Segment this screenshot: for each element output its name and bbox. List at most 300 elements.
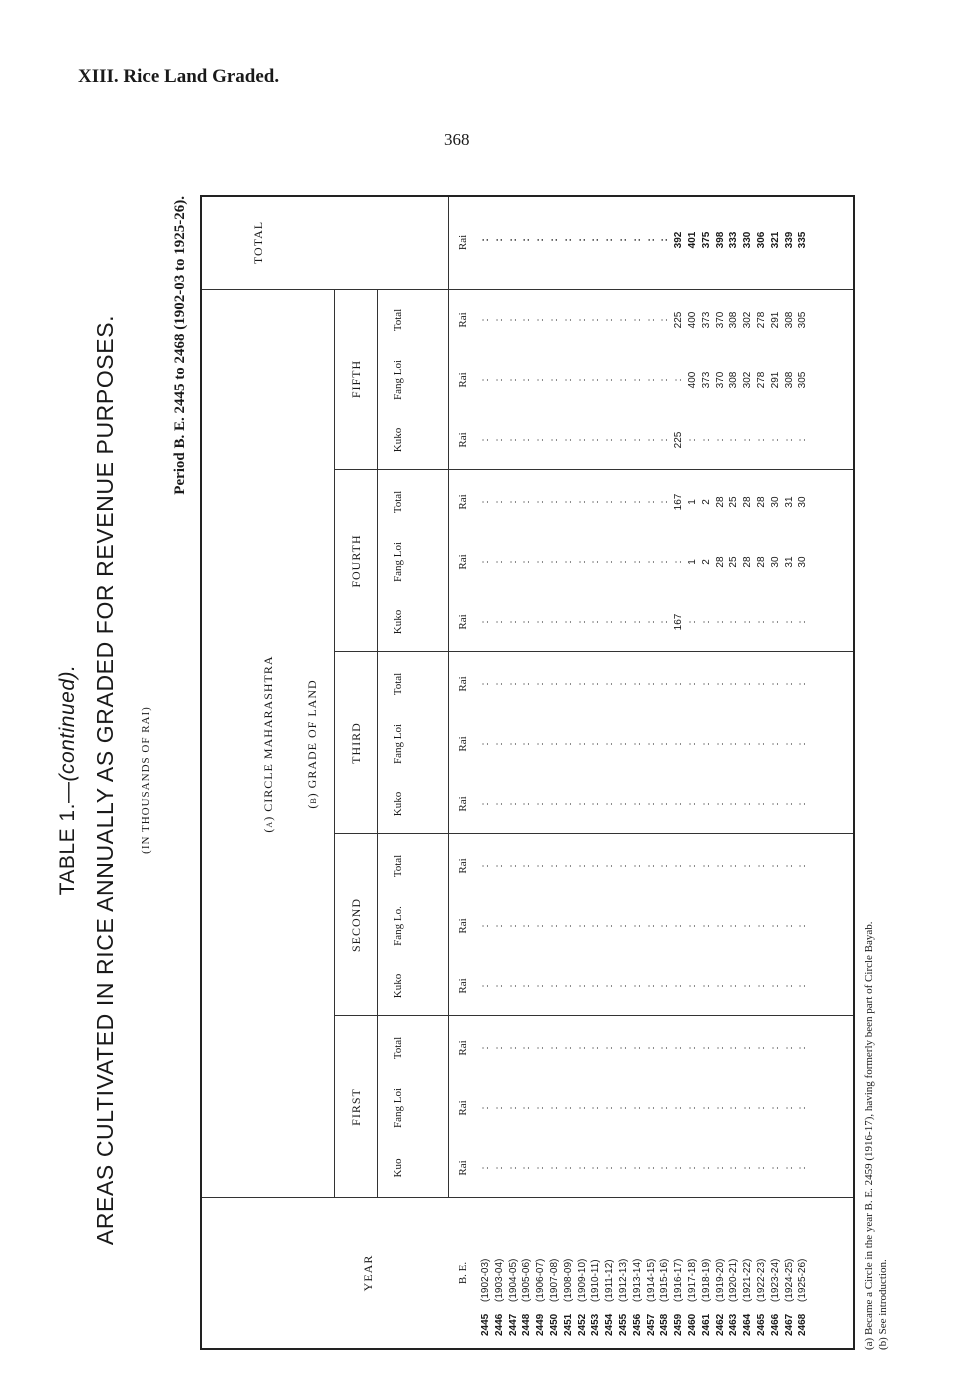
table-cell: : [549, 620, 560, 624]
table-cell: : [576, 238, 588, 242]
table-cell: : [631, 560, 643, 564]
table-cell: : [645, 238, 657, 242]
table-cell: : [549, 1166, 560, 1170]
table-cell: : [521, 802, 533, 806]
table-cell: : [645, 318, 657, 322]
table-cell: : [714, 924, 726, 928]
table-cell: : [507, 620, 519, 624]
grade-header: FIRST [349, 1088, 363, 1126]
table-cell: 302 [742, 371, 754, 389]
unit-label: Rai [457, 614, 469, 630]
table-cell: : [742, 802, 754, 806]
table-cell: 31 [783, 556, 795, 568]
table-cell: : [535, 238, 547, 242]
table-cell: : [562, 1166, 574, 1170]
table-cell: : [631, 924, 643, 928]
table-cell: : [549, 742, 560, 746]
table-cell: 400 [687, 371, 698, 389]
table-cell: : [769, 864, 781, 868]
table-cell: 28 [714, 496, 726, 508]
table-cell: : [604, 620, 616, 624]
ad-year: (1918-19) [700, 1258, 712, 1302]
table-cell: : [480, 438, 491, 442]
table-cell: : [742, 1166, 754, 1170]
table-cell: : [769, 438, 781, 442]
rotated-table-page [40, 190, 960, 1370]
table-cell: 291 [769, 371, 781, 389]
table-cell: : [659, 620, 671, 624]
table-cell: 308 [783, 311, 795, 329]
table-cell: : [631, 864, 643, 868]
table-cell: : [742, 620, 754, 624]
table-cell: : [645, 1166, 657, 1170]
be-year: 2449 [535, 1313, 547, 1336]
table-cell: : [618, 984, 629, 988]
table-cell: : [756, 802, 767, 806]
table-cell: : [590, 560, 602, 564]
table-cell: : [535, 560, 547, 564]
table-cell: : [756, 1166, 767, 1170]
table-cell: : [631, 378, 643, 382]
table-cell: 278 [756, 311, 767, 329]
table-cell: : [618, 864, 629, 868]
table-cell: : [673, 1106, 685, 1110]
unit-label: Rai [457, 1160, 469, 1176]
table-cell: : [480, 560, 491, 564]
table-cell: : [562, 742, 574, 746]
column-header: Fang Lo. [392, 906, 404, 946]
be-year: 2450 [549, 1313, 560, 1336]
table-cell: : [576, 682, 588, 686]
be-year: 2464 [742, 1313, 754, 1336]
table-cell: : [480, 682, 491, 686]
table-cell: : [714, 620, 726, 624]
table-cell: : [797, 620, 809, 624]
table-cell: : [562, 620, 574, 624]
table-cell: : [535, 378, 547, 382]
table-cell: : [549, 864, 560, 868]
table-cell: : [631, 802, 643, 806]
table-cell: 28 [742, 556, 754, 568]
table-cell: : [521, 984, 533, 988]
period-label: Period B. E. 2445 to 2468 (1902-03 to 1925-26). [172, 196, 188, 495]
table-cell: : [783, 864, 795, 868]
table-cell: : [783, 924, 795, 928]
table-cell: : [507, 682, 519, 686]
be-year: 2468 [797, 1313, 809, 1336]
be-year: 2452 [576, 1313, 588, 1336]
table-cell: : [507, 560, 519, 564]
table-cell: : [728, 1046, 740, 1050]
table-cell: : [576, 1046, 588, 1050]
table-cell: : [645, 682, 657, 686]
table-cell: : [480, 742, 491, 746]
table-cell: 333 [728, 231, 740, 249]
table-cell: : [493, 238, 505, 242]
table-cell: 2 [700, 559, 712, 565]
table-cell: 335 [797, 231, 809, 249]
ad-year: (1910-11) [590, 1259, 602, 1302]
grade-header: FOURTH [349, 534, 363, 588]
be-year: 2451 [562, 1313, 574, 1336]
ad-year: (1916-17) [673, 1258, 685, 1302]
column-header: Kuko [392, 973, 404, 999]
unit-label: Rai [457, 796, 469, 812]
table-cell: 375 [700, 231, 712, 249]
column-header: Total [392, 490, 404, 514]
table-cell: : [783, 742, 795, 746]
table-cell: : [700, 742, 712, 746]
table-cell: : [590, 802, 602, 806]
table-row [563, 200, 574, 1340]
ad-year: (1906-07) [535, 1258, 547, 1302]
table-cell: : [700, 1106, 712, 1110]
table-cell: : [493, 984, 505, 988]
table-cell: : [590, 1046, 602, 1050]
unit-label: Rai [457, 554, 469, 570]
table-cell: : [797, 742, 809, 746]
table-cell: : [659, 742, 671, 746]
table-cell: : [700, 682, 712, 686]
table-cell: : [590, 1106, 602, 1110]
table-cell: : [687, 984, 698, 988]
table-cell: : [797, 864, 809, 868]
table-cell: : [687, 1106, 698, 1110]
table-row [687, 200, 698, 1340]
table-cell: : [714, 742, 726, 746]
table-cell: 370 [714, 371, 726, 389]
table-cell: : [549, 802, 560, 806]
table-cell: : [728, 742, 740, 746]
table-cell: : [576, 924, 588, 928]
column-header: Kuko [392, 427, 404, 453]
table-cell: : [742, 924, 754, 928]
table-row [715, 200, 726, 1340]
table-cell: : [631, 984, 643, 988]
table-cell: : [659, 1046, 671, 1050]
ad-year: (1908-09) [562, 1258, 574, 1302]
table-cell: : [480, 924, 491, 928]
table-cell: : [576, 802, 588, 806]
table-cell: 306 [756, 231, 767, 249]
be-year: 2446 [493, 1313, 505, 1336]
table-cell: : [631, 500, 643, 504]
table-cell: : [562, 1046, 574, 1050]
column-header: Fang Loi [392, 723, 404, 765]
table-cell: : [535, 1046, 547, 1050]
be-year: 2455 [618, 1313, 629, 1336]
table-cell: : [797, 1166, 809, 1170]
table-cell: : [618, 500, 629, 504]
table-cell: : [618, 742, 629, 746]
unit-label: Rai [457, 918, 469, 934]
table-cell: : [507, 500, 519, 504]
table-cell: : [507, 238, 519, 242]
table-cell: : [631, 620, 643, 624]
table-cell: : [535, 500, 547, 504]
table-cell: : [645, 438, 657, 442]
unit-label: Rai [457, 858, 469, 874]
table-cell: : [645, 924, 657, 928]
table-cell: : [576, 620, 588, 624]
table-cell: : [797, 924, 809, 928]
table-cell: : [783, 438, 795, 442]
table-cell: : [507, 984, 519, 988]
table-cell: : [604, 1166, 616, 1170]
table-cell: : [742, 1046, 754, 1050]
table-cell: 305 [797, 311, 809, 329]
ad-year: (1923-24) [769, 1258, 781, 1302]
table-cell: : [618, 620, 629, 624]
table-cell: : [521, 620, 533, 624]
unit-label: Rai [457, 736, 469, 752]
table-cell: : [728, 682, 740, 686]
table-cell: : [590, 500, 602, 504]
table-cell: : [673, 1166, 685, 1170]
table-cell: 401 [687, 231, 698, 249]
ad-year: (1920-21) [728, 1258, 740, 1302]
table-cell: 25 [728, 496, 740, 508]
table-cell: : [507, 1166, 519, 1170]
table-cell: : [507, 1106, 519, 1110]
table-cell: : [769, 1046, 781, 1050]
table-cell: 28 [756, 556, 767, 568]
page-number: 368 [444, 130, 470, 149]
table-cell: : [590, 238, 602, 242]
table-row [521, 200, 532, 1340]
table-cell: : [797, 984, 809, 988]
table-cell: : [549, 682, 560, 686]
table-cell: : [507, 742, 519, 746]
table-cell: : [728, 438, 740, 442]
table-cell: : [618, 318, 629, 322]
table-cell: : [783, 1106, 795, 1110]
ad-year: (1922-23) [756, 1258, 767, 1302]
table-cell: 278 [756, 371, 767, 389]
table-cell: : [604, 500, 616, 504]
table-cell: : [618, 1046, 629, 1050]
table-cell: : [728, 620, 740, 624]
table-cell: : [645, 560, 657, 564]
table-cell: : [687, 1166, 698, 1170]
table-row [797, 200, 808, 1340]
table-cell: : [604, 238, 616, 242]
table-cell: : [562, 378, 574, 382]
table-cell: : [659, 1166, 671, 1170]
table-cell: 305 [797, 371, 809, 389]
table-cell: : [493, 682, 505, 686]
table-cell: : [521, 1106, 533, 1110]
table-cell: 291 [769, 311, 781, 329]
table-cell: : [659, 238, 671, 242]
table-cell: 392 [673, 231, 685, 249]
table-row [646, 200, 657, 1340]
table-cell: : [769, 984, 781, 988]
ad-year: (1921-22) [742, 1258, 754, 1302]
table-cell: : [631, 1046, 643, 1050]
table-cell: : [659, 500, 671, 504]
table-cell: : [783, 802, 795, 806]
table-cell: 2 [700, 499, 712, 505]
table-cell: : [687, 438, 698, 442]
table-row [728, 200, 739, 1340]
table-cell: : [535, 864, 547, 868]
table-cell: : [493, 438, 505, 442]
table-cell: : [493, 1166, 505, 1170]
table-cell: : [535, 802, 547, 806]
be-year: 2467 [783, 1313, 795, 1336]
table-cell: : [576, 984, 588, 988]
table-cell: : [535, 742, 547, 746]
be-year: 2460 [687, 1313, 698, 1336]
table-cell: 339 [783, 231, 795, 249]
table-row [770, 200, 781, 1340]
table-cell: : [521, 742, 533, 746]
grade-header: FIFTH [349, 359, 363, 399]
table-cell: : [507, 438, 519, 442]
column-header: Kuko [392, 609, 404, 635]
table-cell: : [493, 1046, 505, 1050]
table-cell: : [507, 802, 519, 806]
be-year: 2458 [659, 1313, 671, 1336]
table-cell: : [521, 318, 533, 322]
table-cell: : [687, 924, 698, 928]
table-cell: : [604, 802, 616, 806]
table-cell: : [493, 742, 505, 746]
table-cell: : [659, 864, 671, 868]
table-row [673, 200, 684, 1340]
table-cell: : [700, 802, 712, 806]
table-cell: : [618, 924, 629, 928]
be-year: 2462 [714, 1313, 726, 1336]
table-cell: : [756, 438, 767, 442]
table-cell: : [493, 864, 505, 868]
table-cell: : [756, 1106, 767, 1110]
ad-year: (1917-18) [687, 1258, 698, 1302]
table-cell: : [549, 438, 560, 442]
grade-header: THIRD [349, 722, 363, 764]
table-cell: : [673, 924, 685, 928]
table-cell: : [687, 620, 698, 624]
table-cell: : [673, 378, 685, 382]
table-cell: : [742, 864, 754, 868]
table-cell: : [645, 378, 657, 382]
table-cell: : [521, 924, 533, 928]
table-cell: : [742, 984, 754, 988]
table-cell: : [797, 682, 809, 686]
unit-label: Rai [457, 494, 469, 510]
table-cell: : [783, 984, 795, 988]
ad-year: (1915-16) [659, 1258, 671, 1302]
table-row [701, 200, 712, 1340]
table-row [577, 200, 588, 1340]
table-cell: : [576, 500, 588, 504]
table-cell: : [631, 1106, 643, 1110]
ad-year: (1902-03) [480, 1258, 491, 1302]
table-cell: 373 [700, 371, 712, 389]
table-cell: : [562, 438, 574, 442]
table-cell: 398 [714, 231, 726, 249]
table-cell: : [493, 378, 505, 382]
table-cell: 28 [756, 496, 767, 508]
table-cell: : [480, 802, 491, 806]
table-cell: : [576, 864, 588, 868]
table-row [618, 200, 629, 1340]
table-cell: : [659, 924, 671, 928]
ad-year: (1912-13) [618, 1258, 629, 1302]
table-cell: : [673, 560, 685, 564]
table-cell: : [769, 802, 781, 806]
table-cell: : [604, 438, 616, 442]
unit-label: Rai [457, 1100, 469, 1116]
table-cell: : [659, 318, 671, 322]
ad-year: (1909-10) [576, 1258, 588, 1302]
column-header: Total [392, 672, 404, 696]
be-year: 2456 [631, 1313, 643, 1336]
ad-year: (1913-14) [631, 1258, 643, 1302]
table-row [549, 200, 560, 1340]
table-cell: : [659, 1106, 671, 1110]
table-cell: : [797, 802, 809, 806]
table-cell: : [714, 1106, 726, 1110]
table-cell: : [549, 1106, 560, 1110]
table-cell: : [700, 620, 712, 624]
table-cell: : [604, 318, 616, 322]
table-cell: : [631, 438, 643, 442]
table-cell: : [618, 1166, 629, 1170]
table-cell: : [562, 984, 574, 988]
table-cell: 308 [728, 311, 740, 329]
table-cell: 30 [797, 496, 809, 508]
table-row [784, 200, 795, 1340]
table-cell: : [535, 438, 547, 442]
table-cell: 30 [769, 496, 781, 508]
table-cell: : [687, 682, 698, 686]
table-cell: 167 [673, 493, 685, 511]
table-cell: : [687, 742, 698, 746]
table-cell: : [590, 682, 602, 686]
table-cell: : [728, 924, 740, 928]
table-cell: 1 [687, 559, 698, 565]
table-cell: : [521, 1046, 533, 1050]
table-cell: : [631, 318, 643, 322]
table-cell: : [700, 984, 712, 988]
table-cell: : [659, 682, 671, 686]
table-cell: : [549, 1046, 560, 1050]
table-cell: : [549, 984, 560, 988]
table-cell: : [549, 500, 560, 504]
table-cell: : [590, 378, 602, 382]
ad-year: (1925-26) [797, 1258, 809, 1302]
grade-rule [334, 290, 335, 1198]
table-cell: : [493, 500, 505, 504]
table-cell: : [604, 560, 616, 564]
unit-label: Rai [457, 978, 469, 994]
table-row [632, 200, 643, 1340]
table-cell: : [590, 864, 602, 868]
table-cell: : [797, 438, 809, 442]
table-cell: : [673, 682, 685, 686]
be-year: 2445 [480, 1313, 491, 1336]
table-row [659, 200, 670, 1340]
table-cell: : [562, 238, 574, 242]
table-cell: : [562, 682, 574, 686]
table-cell: : [659, 802, 671, 806]
table-cell: : [480, 500, 491, 504]
unit-label: Rai [457, 234, 469, 251]
table-cell: : [645, 802, 657, 806]
table-cell: : [480, 864, 491, 868]
